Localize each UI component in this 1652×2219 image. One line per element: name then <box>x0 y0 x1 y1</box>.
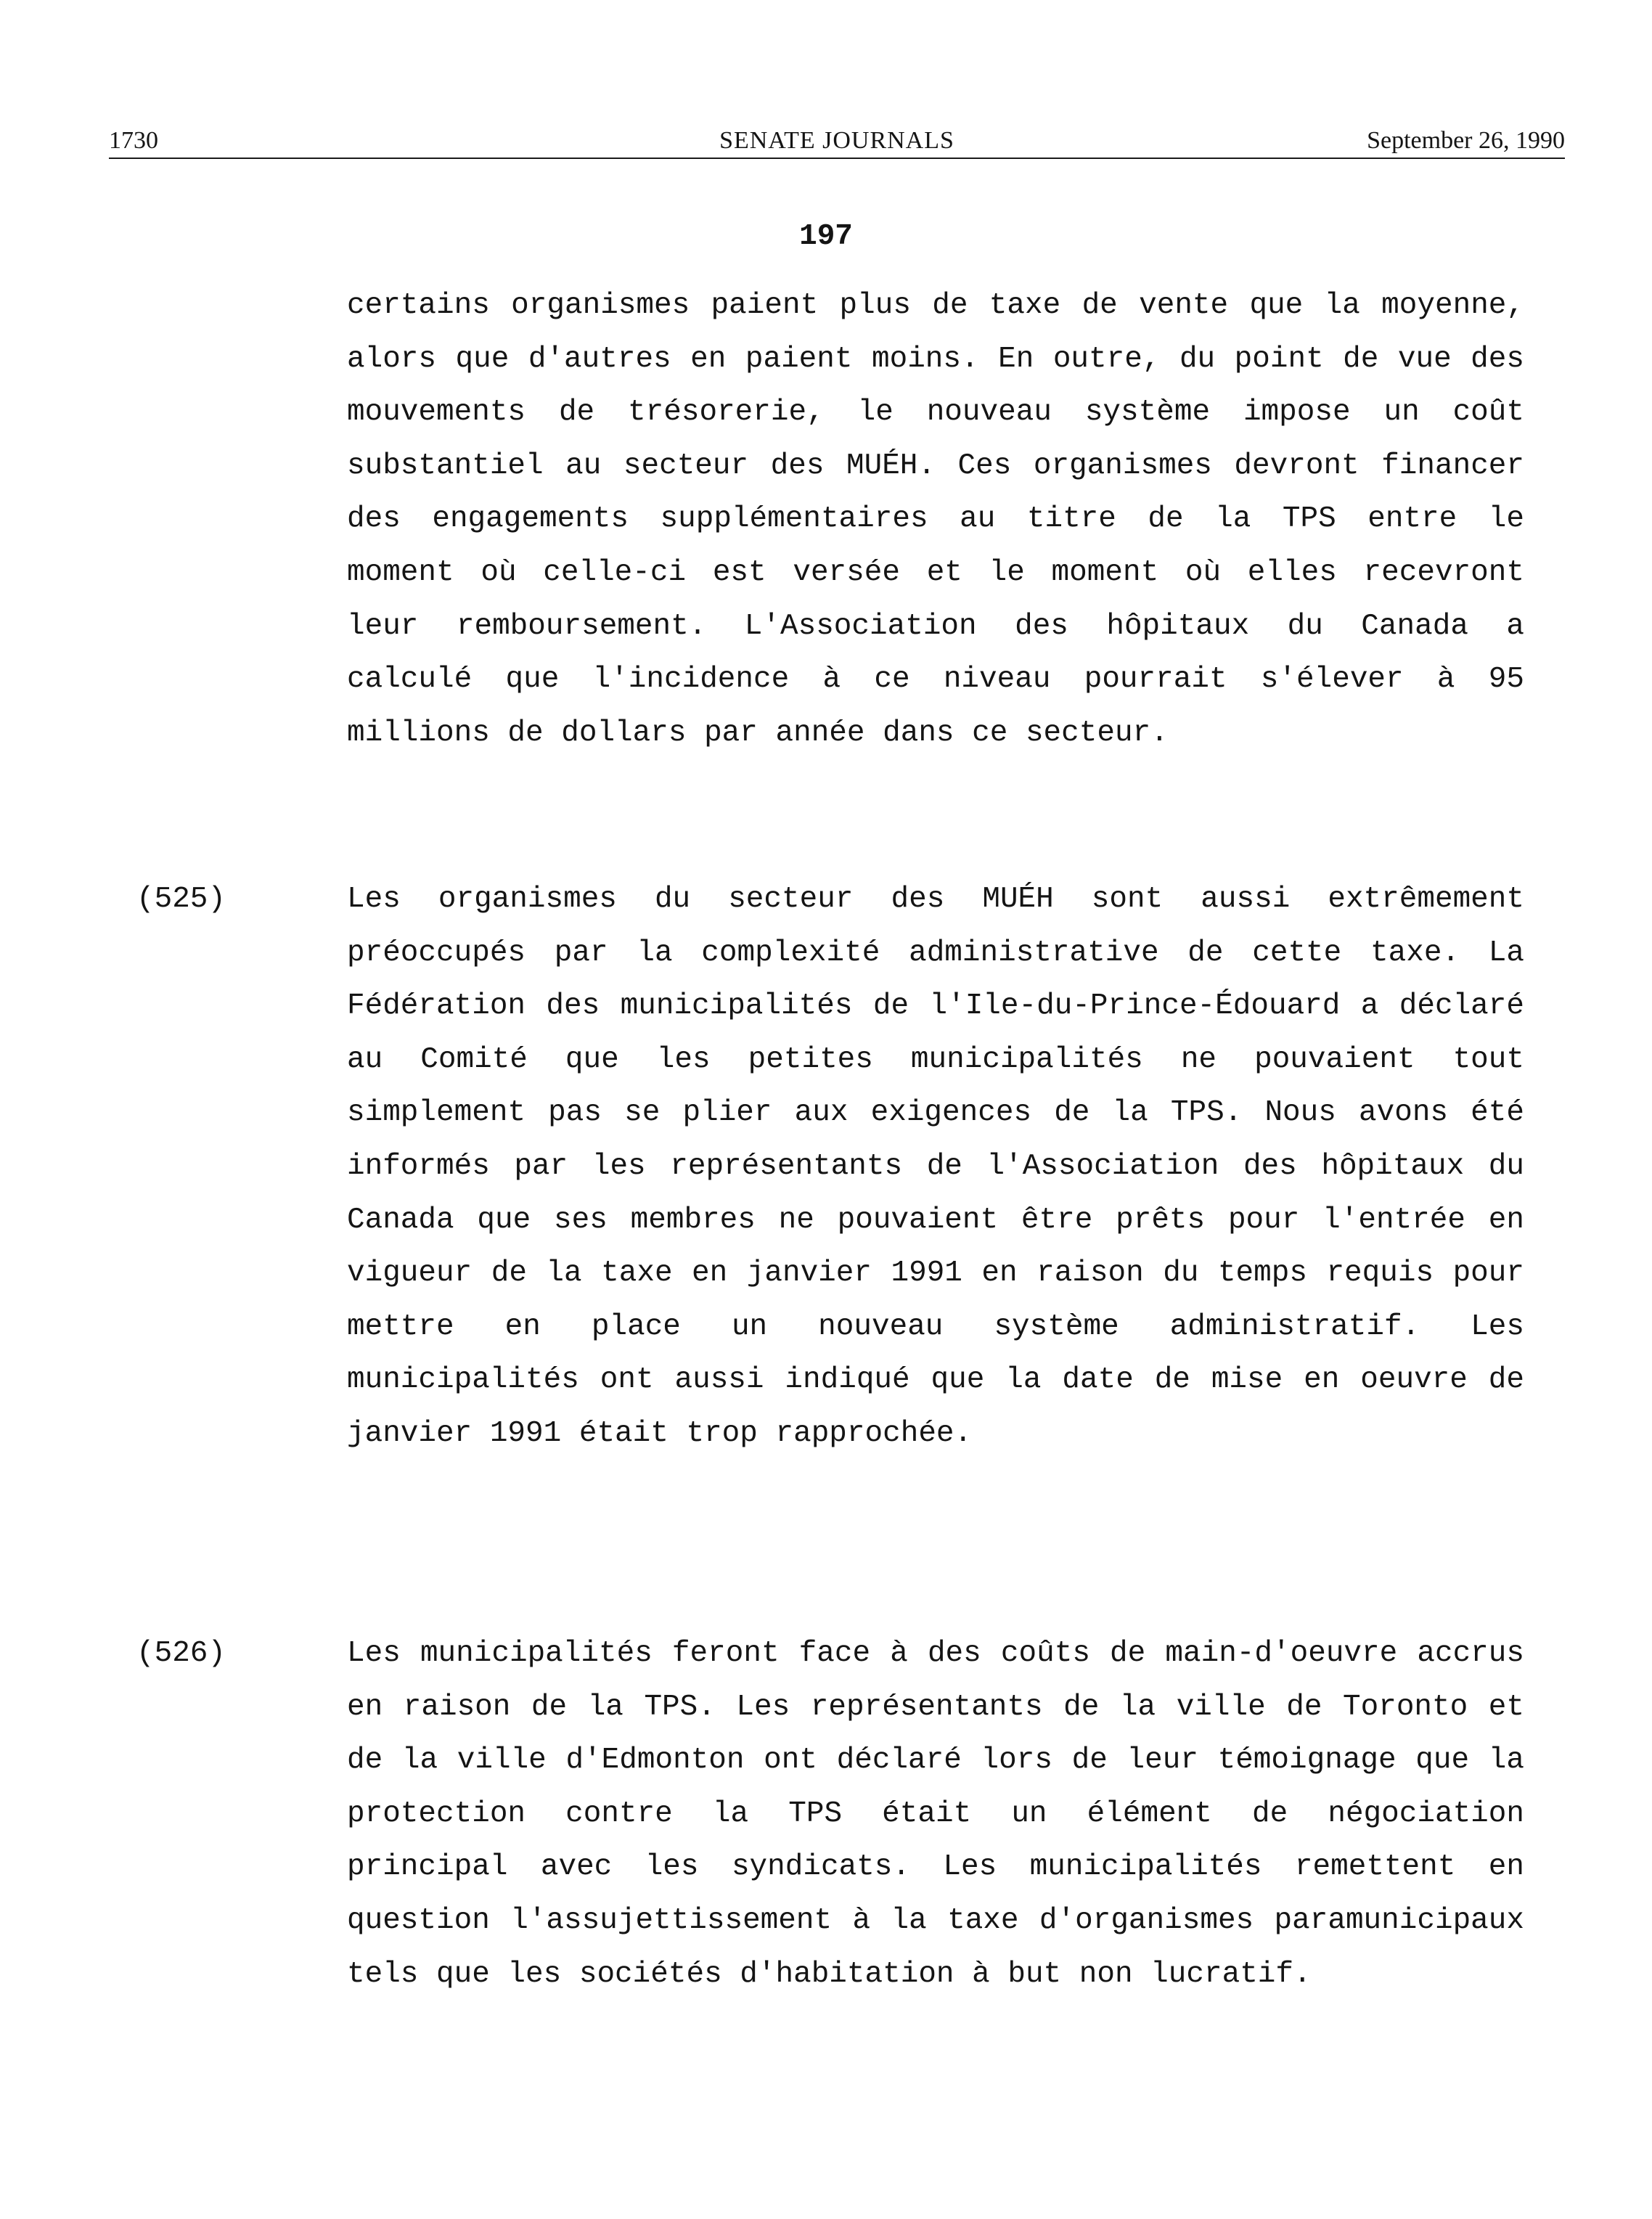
header-journal-title: SENATE JOURNALS <box>719 127 954 154</box>
paragraph-number: (526) <box>136 1637 226 1670</box>
header-date: September 26, 1990 <box>1367 127 1565 154</box>
header-rule <box>109 158 1565 159</box>
header-page-number: 1730 <box>109 127 158 154</box>
paragraph-526: Les municipalités feront face à des coûts de main-d'oeuvre accrus en raison de la TPS. Les représentants de la ville de Toronto et de la ville d'Edmonton ont déclaré lors de leur témoignage que la protection contre la TPS était un élément de négociation principal avec les syndicats. Les municipalités remettent en question l'assujettissement à la taxe d'organismes paramunicipaux tels que les sociétés d'habitation à but non lucratif. <box>347 1637 1524 1991</box>
paragraph-525: Les organismes du secteur des MUÉH sont aussi extrêmement préoccupés par la complexité administrative de cette taxe. La Fédération des municipalités de l'Ile-du-Prince-Édouard a déclaré au Comité que les petites municipalités ne pouvaient tout simplement pas se plier aux exigences de la TPS. Nous avons été informés par les représentants de l'Association des hôpitaux du Canada que ses membres ne pouvaient être prêts pour l'entrée en vigueur de la taxe en janvier 1991 en raison du temps requis pour mettre en place un nouveau système administratif. Les municipalités ont aussi indiqué que la date de mise en oeuvre de janvier 1991 était trop rapprochée. <box>347 883 1524 1450</box>
page-number: 197 <box>799 220 853 253</box>
paragraph-continued: certains organismes paient plus de taxe de vente que la moyenne, alors que d'autres en paient moins. En outre, du point de vue des mouvements de trésorerie, le nouveau système impose un coût substantiel au secteur des MUÉH. Ces organismes devront financer des engagements supplémentaires au titre de la TPS entre le moment où celle-ci est versée et le moment où elles recevront leur remboursement. L'Association des hôpitaux du Canada a calculé que l'incidence à ce niveau pourrait s'élever à 95 millions de dollars par année dans ce secteur. <box>347 289 1524 750</box>
page-header <box>109 123 1565 158</box>
paragraph-number: (525) <box>136 883 226 916</box>
